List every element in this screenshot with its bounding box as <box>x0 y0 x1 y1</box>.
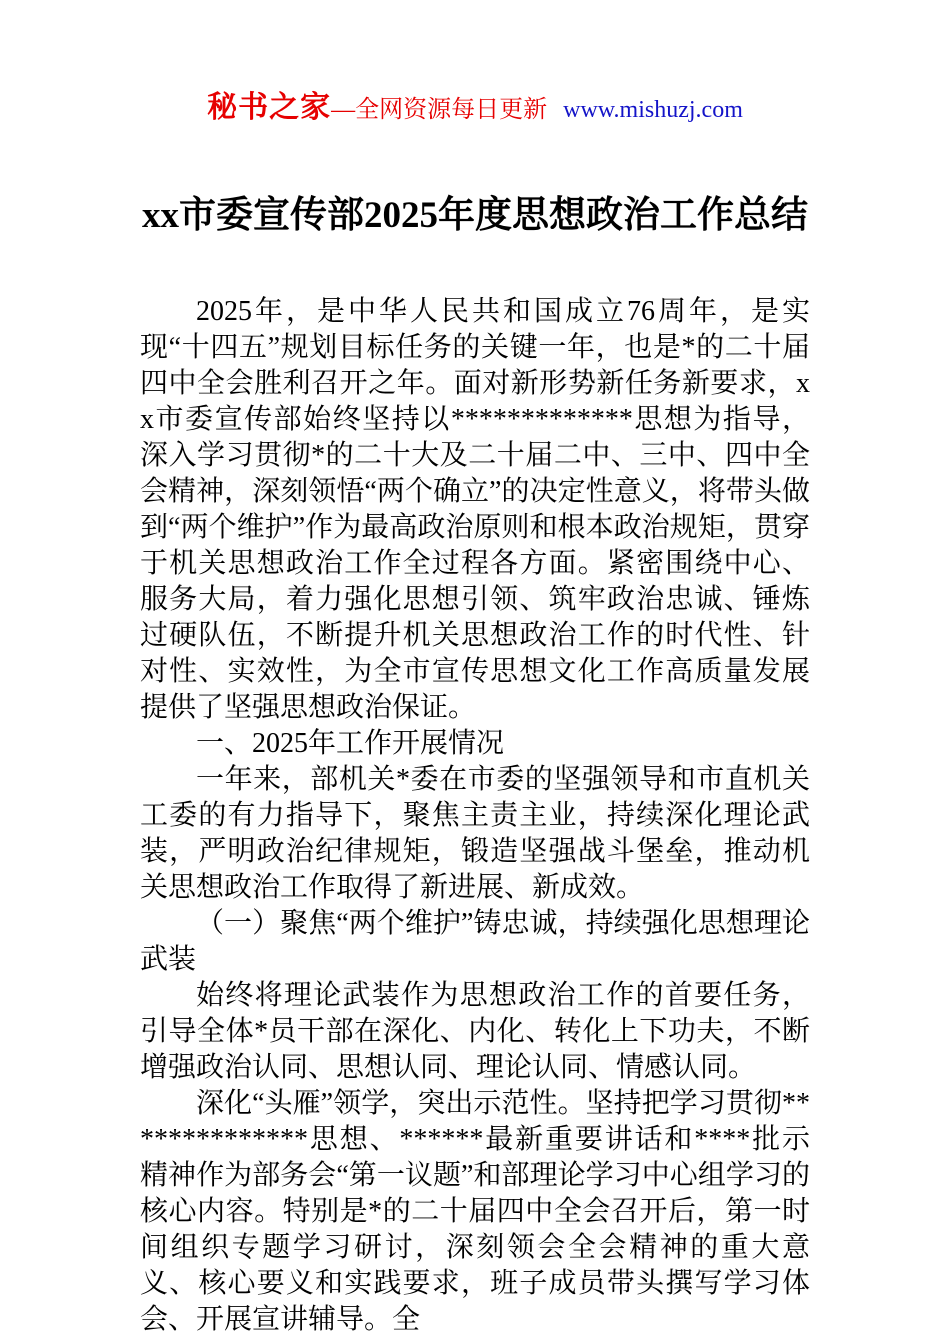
body-paragraph: 深化“头雁”领学，突出示范性。坚持把学习贯彻**************思想、******最新重要讲话和****批示精神作为部务会“第一议题”和部理论学习中心组学习的核心内容。特别是*的二十届四中全会召开后，第一时间组织专题学习研讨，深刻领会全会精神的重大意义、核心要义和实践要求，班子成员带头撰写学习体会、开展宣讲辅导。全 <box>140 1088 810 1335</box>
site-url-link[interactable]: www.mishuzj.com <box>563 97 743 123</box>
document-body <box>140 294 810 1338</box>
subsection-heading: （一）聚焦“两个维护”铸忠诚，持续强化思想理论武装 <box>140 908 810 975</box>
body-paragraph: 始终将理论武装作为思想政治工作的首要任务，引导全体*员干部在深化、内化、转化上下功夫，不断增强政治认同、思想认同、理论认同、情感认同。 <box>140 980 810 1083</box>
site-header <box>80 82 870 126</box>
section-heading: 一、2025年工作开展情况 <box>196 728 505 759</box>
site-tagline: —全网资源每日更新 <box>331 97 548 123</box>
document-title: xx市委宣传部2025年度思想政治工作总结 <box>142 195 808 236</box>
body-paragraph: 一年来，部机关*委在市委的坚强领导和市直机关工委的有力指导下，聚焦主责主业，持续深化理论武装，严明政治纪律规矩，锻造坚强战斗堡垒，推动机关思想政治工作取得了新进展、新成效。 <box>140 764 810 903</box>
intro-paragraph: 2025年，是中华人民共和国成立76周年，是实现“十四五”规划目标任务的关键一年，也是*的二十届四中全会胜利召开之年。面对新形势新任务新要求，xx市委宣传部始终坚持以*************思想为指导，深入学习贯彻*的二十大及二十届二中、三中、四中全会精神，深刻领悟“两个确立”的决定性意义，将带头做到“两个维护”作为最高政治原则和根本政治规矩，贯穿于机关思想政治工作全过程各方面。紧密围绕中心、服务大局，着力强化思想引领、筑牢政治忠诚、锤炼过硬队伍，不断提升机关思想政治工作的时代性、针对性、实效性，为全市宣传思想文化工作高质量发展提供了坚强思想政治保证。 <box>140 296 810 723</box>
site-brand: 秘书之家 <box>207 91 332 124</box>
